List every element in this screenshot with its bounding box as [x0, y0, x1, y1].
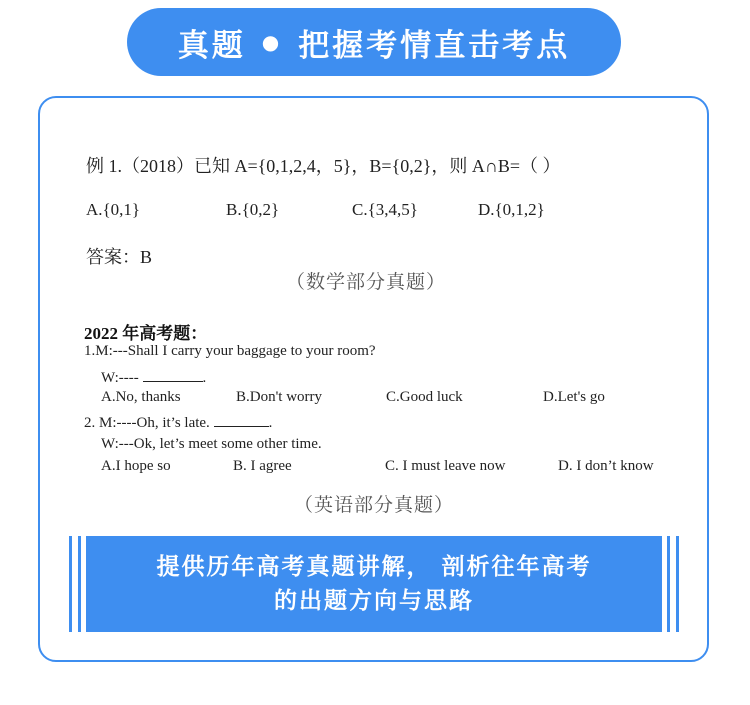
- english-q2-w: W:---Ok, let’s meet some other time.: [101, 436, 322, 452]
- english-q1-m: 1.M:---Shall I carry your baggage to your room?: [84, 343, 376, 359]
- english-q2-m: [84, 412, 272, 432]
- english-q1-w-end: .: [202, 370, 207, 386]
- banner-line-2: 的出题方向与思路: [274, 588, 474, 614]
- english-q2-m-text: 2. M:----Oh, it’s late.: [84, 415, 210, 431]
- banner-left-stripes: [69, 536, 81, 632]
- english-q1-blank: [143, 367, 203, 382]
- header-pill: [127, 8, 621, 76]
- english-q2-option-a: A.I hope so: [101, 458, 171, 474]
- english-q2-m-end: .: [268, 415, 273, 431]
- english-heading: 2022 年高考题：: [84, 324, 208, 343]
- banner-line-1: 提供历年高考真题讲解， 剖析往年高考: [156, 554, 592, 580]
- summary-banner: [86, 536, 662, 632]
- english-q1-option-d: D.Let's go: [543, 389, 605, 405]
- english-q2-option-b: B. I agree: [233, 458, 292, 474]
- math-answer: 答案：B: [86, 247, 153, 267]
- math-option-c: C.{3,4,5}: [352, 200, 418, 219]
- english-q1-option-a: A.No, thanks: [101, 389, 181, 405]
- english-q2-option-d: D. I don’t know: [558, 458, 654, 474]
- english-q2-option-c: C. I must leave now: [385, 458, 506, 474]
- english-q1-option-b: B.Don't worry: [236, 389, 323, 405]
- english-caption: （英语部分真题）: [294, 494, 455, 516]
- english-q1-w-text: W:----: [101, 370, 139, 386]
- english-q1-option-c: C.Good luck: [386, 389, 463, 405]
- banner-right-stripes: [667, 536, 679, 632]
- math-option-b: B.{0,2}: [226, 200, 280, 219]
- header-title-left: 真题: [177, 27, 246, 64]
- math-option-a: A.{0,1}: [86, 200, 141, 219]
- math-question: 例 1.（2018）已知 A={0,1,2,4，5}，B={0,2}，则 A∩B=（ ）: [86, 156, 561, 176]
- header-title-right: 把握考情直击考点: [298, 27, 571, 64]
- math-option-d: D.{0,1,2}: [478, 200, 545, 219]
- bullet-dot-icon: ●: [261, 30, 283, 54]
- math-caption: （数学部分真题）: [286, 271, 447, 293]
- english-q1-w: [101, 367, 206, 387]
- english-q2-blank: [214, 412, 269, 427]
